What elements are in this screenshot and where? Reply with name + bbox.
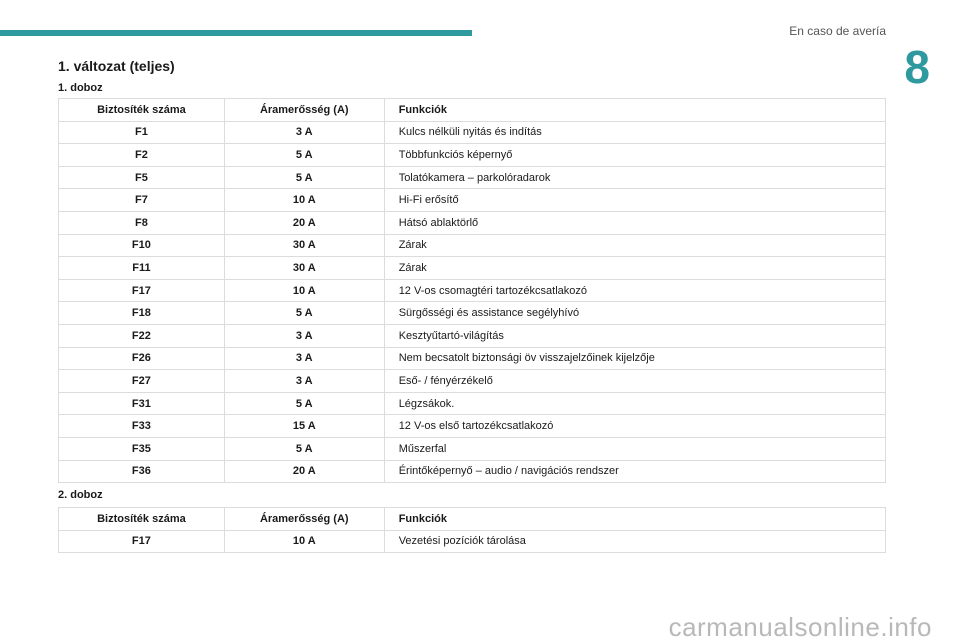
amperage-cell: 15 A xyxy=(224,415,384,438)
table-row xyxy=(59,370,886,393)
col-header-functions: Funkciók xyxy=(384,99,885,122)
amperage-cell: 5 A xyxy=(224,392,384,415)
table-row xyxy=(59,437,886,460)
amperage-cell: 3 A xyxy=(224,370,384,393)
amperage-cell: 20 A xyxy=(224,460,384,483)
fuse-table-box1 xyxy=(58,98,886,483)
table-row xyxy=(59,530,886,553)
header-accent-bar xyxy=(0,30,472,36)
function-cell: Kesztyűtartó-világítás xyxy=(384,324,885,347)
function-cell: Kulcs nélküli nyitás és indítás xyxy=(384,121,885,144)
function-cell: Érintőképernyő – audio / navigációs rendszer xyxy=(384,460,885,483)
box2-label: 2. doboz xyxy=(58,489,103,501)
amperage-cell: 10 A xyxy=(224,279,384,302)
function-cell: Eső- / fényérzékelő xyxy=(384,370,885,393)
function-cell: Zárak xyxy=(384,234,885,257)
fuse-number-cell: F17 xyxy=(59,279,225,302)
function-cell: Légzsákok. xyxy=(384,392,885,415)
table-row xyxy=(59,234,886,257)
function-cell: Hátsó ablaktörlő xyxy=(384,211,885,234)
function-cell: Hi-Fi erősítő xyxy=(384,189,885,212)
amperage-cell: 3 A xyxy=(224,347,384,370)
fuse-number-cell: F36 xyxy=(59,460,225,483)
function-cell: 12 V-os csomagtéri tartozékcsatlakozó xyxy=(384,279,885,302)
function-cell: Többfunkciós képernyő xyxy=(384,144,885,167)
amperage-cell: 3 A xyxy=(224,324,384,347)
amperage-cell: 10 A xyxy=(224,189,384,212)
fuse-number-cell: F10 xyxy=(59,234,225,257)
function-cell: Sürgősségi és assistance segélyhívó xyxy=(384,302,885,325)
col-header-amperage: Áramerősség (A) xyxy=(224,99,384,122)
table-row xyxy=(59,392,886,415)
fuse-number-cell: F22 xyxy=(59,324,225,347)
table-row xyxy=(59,189,886,212)
amperage-cell: 5 A xyxy=(224,144,384,167)
variant-title: 1. változat (teljes) xyxy=(58,58,175,74)
fuse-table-box2 xyxy=(58,507,886,553)
table-row xyxy=(59,166,886,189)
table-row xyxy=(59,279,886,302)
fuse-number-cell: F33 xyxy=(59,415,225,438)
function-cell: Zárak xyxy=(384,257,885,280)
amperage-cell: 5 A xyxy=(224,437,384,460)
fuse-number-cell: F7 xyxy=(59,189,225,212)
col-header-fuse-number: Biztosíték száma xyxy=(59,508,225,531)
table-row xyxy=(59,302,886,325)
col-header-functions: Funkciók xyxy=(384,508,885,531)
section-title: En caso de avería xyxy=(789,24,886,38)
function-cell: Nem becsatolt biztonsági öv visszajelzőinek kijelzője xyxy=(384,347,885,370)
table-header-row xyxy=(59,508,886,531)
table-header-row xyxy=(59,99,886,122)
watermark-text: carmanualsonline.info xyxy=(668,612,932,642)
fuse-number-cell: F18 xyxy=(59,302,225,325)
fuse-number-cell: F2 xyxy=(59,144,225,167)
function-cell: 12 V-os első tartozékcsatlakozó xyxy=(384,415,885,438)
table-row xyxy=(59,211,886,234)
table-row xyxy=(59,257,886,280)
function-cell: Műszerfal xyxy=(384,437,885,460)
amperage-cell: 20 A xyxy=(224,211,384,234)
function-cell: Tolatókamera – parkolóradarok xyxy=(384,166,885,189)
fuse-number-cell: F27 xyxy=(59,370,225,393)
table-row xyxy=(59,324,886,347)
table-row xyxy=(59,415,886,438)
col-header-fuse-number: Biztosíték száma xyxy=(59,99,225,122)
fuse-number-cell: F31 xyxy=(59,392,225,415)
table-row xyxy=(59,460,886,483)
table-row xyxy=(59,121,886,144)
fuse-number-cell: F1 xyxy=(59,121,225,144)
table-row xyxy=(59,347,886,370)
fuse-number-cell: F35 xyxy=(59,437,225,460)
amperage-cell: 10 A xyxy=(224,530,384,553)
amperage-cell: 30 A xyxy=(224,234,384,257)
fuse-number-cell: F8 xyxy=(59,211,225,234)
chapter-number: 8 xyxy=(904,41,930,93)
amperage-cell: 3 A xyxy=(224,121,384,144)
amperage-cell: 5 A xyxy=(224,302,384,325)
fuse-number-cell: F17 xyxy=(59,530,225,553)
box1-label: 1. doboz xyxy=(58,82,103,94)
fuse-number-cell: F5 xyxy=(59,166,225,189)
amperage-cell: 5 A xyxy=(224,166,384,189)
col-header-amperage: Áramerősség (A) xyxy=(224,508,384,531)
fuse-number-cell: F11 xyxy=(59,257,225,280)
function-cell: Vezetési pozíciók tárolása xyxy=(384,530,885,553)
fuse-number-cell: F26 xyxy=(59,347,225,370)
amperage-cell: 30 A xyxy=(224,257,384,280)
table-row xyxy=(59,144,886,167)
